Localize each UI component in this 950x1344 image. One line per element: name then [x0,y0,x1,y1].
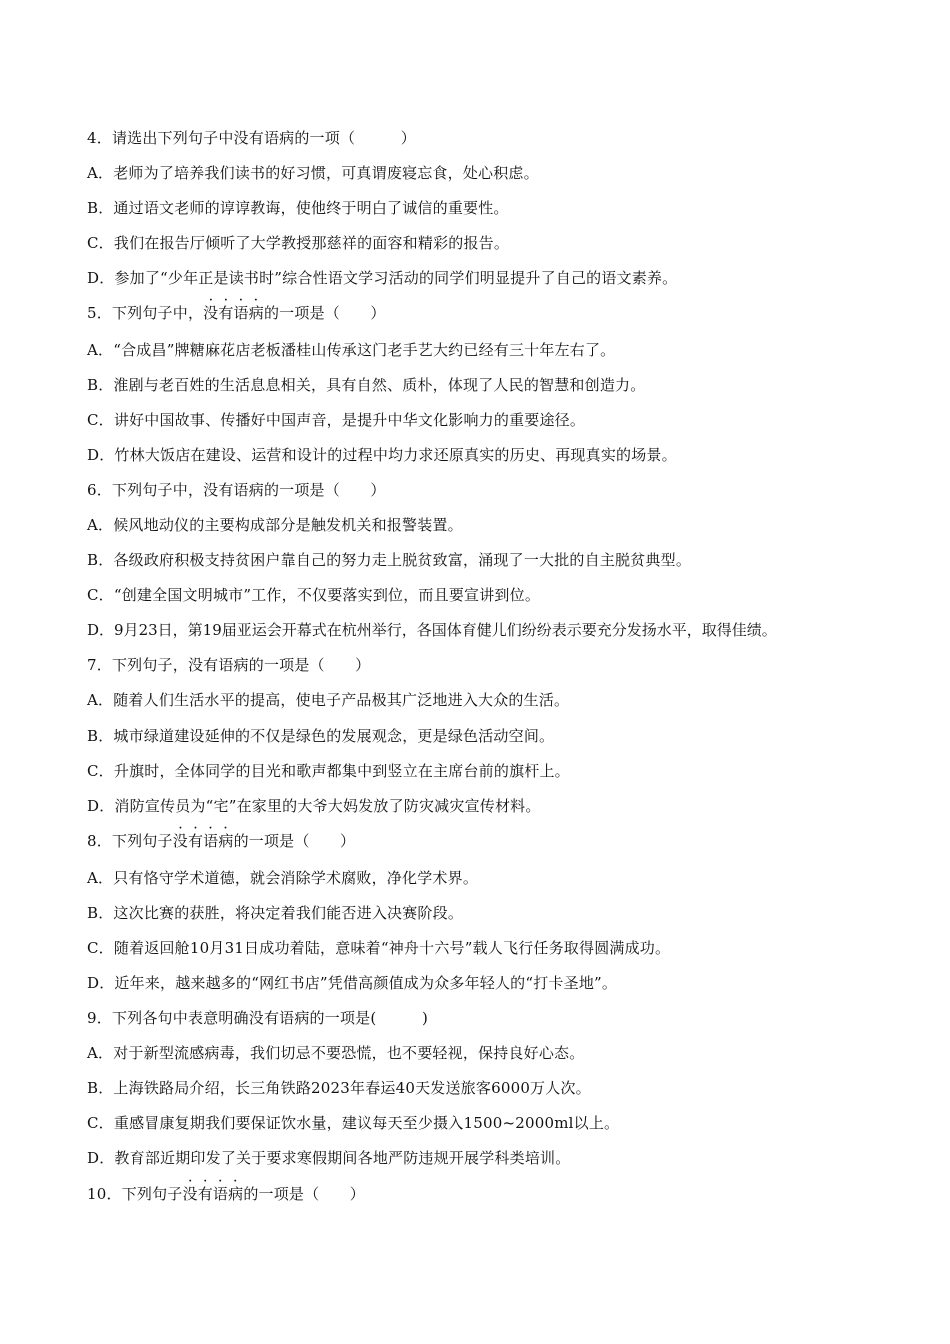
emphasis-dot: · [218,1176,223,1187]
question-7-stem: 7．下列句子，没有语病的一项是（ ） [87,656,371,674]
emphasis-dot: · [178,823,183,834]
question-5-stem [87,295,386,323]
question-8-option-c: C．随着返回舱10月31日成功着陆，意味着“神舟十六号”载人飞行任务取得圆满成功。 [87,939,671,957]
question-5-emphasis: · · · · 没有语病 [203,295,264,322]
question-9-option-a: A．对于新型流感病毒，我们切忌不要恐慌，也不要轻视，保持良好心态。 [87,1044,585,1062]
emphasis-dot: · [203,1176,208,1187]
question-5-stem-prefix: 5．下列句子中， [87,304,204,322]
emphasis-dot: · [223,823,228,834]
question-8-emphasis: · · · · 没有语病 [172,823,234,850]
question-6-stem: 6．下列句子中，没有语病的一项是（ ） [87,481,386,499]
question-6-option-c: C．“创建全国文明城市”工作，不仅要落实到位，而且要宣讲到位。 [87,586,541,604]
question-7-option-c: C．升旗时，全体同学的目光和歌声都集中到竖立在主席台前的旗杆上。 [87,762,570,780]
question-8-option-a: A．只有恪守学术道德，就会消除学术腐败，净化学术界。 [87,869,479,887]
question-5-option-d: D．竹林大饭店在建设、运营和设计的过程中均力求还原真实的历史、再现真实的场景。 [87,446,677,464]
question-9-option-d: D．教育部近期印发了关于要求寒假期间各地严防违规开展学科类培训。 [87,1149,571,1167]
question-9-option-c: C．重感冒康复期我们要保证饮水量，建议每天至少摄入1500~2000ml以上。 [87,1114,620,1132]
question-7-option-b: B．城市绿道建设延伸的不仅是绿色的发展观念，更是绿色活动空间。 [87,727,555,745]
emphasis-dot: · [233,1176,238,1187]
question-4-stem: 4．请选出下列句子中没有语病的一项（ ） [87,129,416,147]
question-8-option-d: D．近年来，越来越多的“网红书店”凭借高颜值成为众多年轻人的“打卡圣地”。 [87,974,618,992]
question-6-option-a: A．候风地动仪的主要构成部分是触发机关和报警装置。 [87,516,463,534]
question-6-option-d: D．9月23日，第19届亚运会开幕式在杭州举行，各国体育健儿们纷纷表示要充分发扬水平，取得佳绩。 [87,621,777,639]
question-9-stem: 9．下列各句中表意明确没有语病的一项是( ) [87,1009,429,1027]
question-4-option-d: D．参加了“少年正是读书时”综合性语文学习活动的同学们明显提升了自己的语文素养。 [87,269,678,287]
question-9-option-b: B．上海铁路局介绍，长三角铁路2023年春运40天发送旅客6000万人次。 [87,1079,591,1097]
question-10-stem-prefix: 10．下列句子 [87,1185,183,1203]
emphasis-dot: · [239,295,243,306]
question-5-stem-suffix: 的一项是（ ） [263,304,386,322]
question-7-option-d: D．消防宣传员为“宅”在家里的大爷大妈发放了防灾减灾宣传材料。 [87,797,541,815]
emphasis-dot: · [209,295,213,306]
question-8-stem-prefix: 8．下列句子 [87,832,173,850]
question-8-stem [87,823,356,851]
question-10-emphasis: · · · · 没有语病 [182,1176,244,1203]
emphasis-dot: · [193,823,198,834]
question-4-option-a: A．老师为了培养我们读书的好习惯，可真谓废寝忘食，处心积虑。 [87,164,539,182]
question-10-stem [87,1176,365,1204]
question-5-option-c: C．讲好中国故事、传播好中国声音，是提升中华文化影响力的重要途径。 [87,411,586,429]
emphasis-dot: · [208,823,213,834]
emphasis-dot: · [254,295,258,306]
emphasis-dot: · [224,295,228,306]
question-6-option-b: B．各级政府积极支持贫困户靠自己的努力走上脱贫致富，涌现了一大批的自主脱贫典型。 [87,551,692,569]
question-7-option-a: A．随着人们生活水平的提高，使电子产品极其广泛地进入大众的生活。 [87,691,570,709]
question-10-stem-suffix: 的一项是（ ） [243,1185,365,1203]
emphasis-dot: · [188,1176,193,1187]
question-8-stem-suffix: 的一项是（ ） [233,832,356,850]
question-8-option-b: B．这次比赛的获胜，将决定着我们能否进入决赛阶段。 [87,904,464,922]
question-5-option-a: A．“合成昌”牌糖麻花店老板潘桂山传承这门老手艺大约已经有三十年左右了。 [87,341,616,359]
question-4-option-b: B．通过语文老师的谆谆教诲，使他终于明白了诚信的重要性。 [87,199,509,217]
question-4-option-c: C．我们在报告厅倾听了大学教授那慈祥的面容和精彩的报告。 [87,234,510,252]
question-5-option-b: B．淮剧与老百姓的生活息息相关，具有自然、质朴，体现了人民的智慧和创造力。 [87,376,646,394]
